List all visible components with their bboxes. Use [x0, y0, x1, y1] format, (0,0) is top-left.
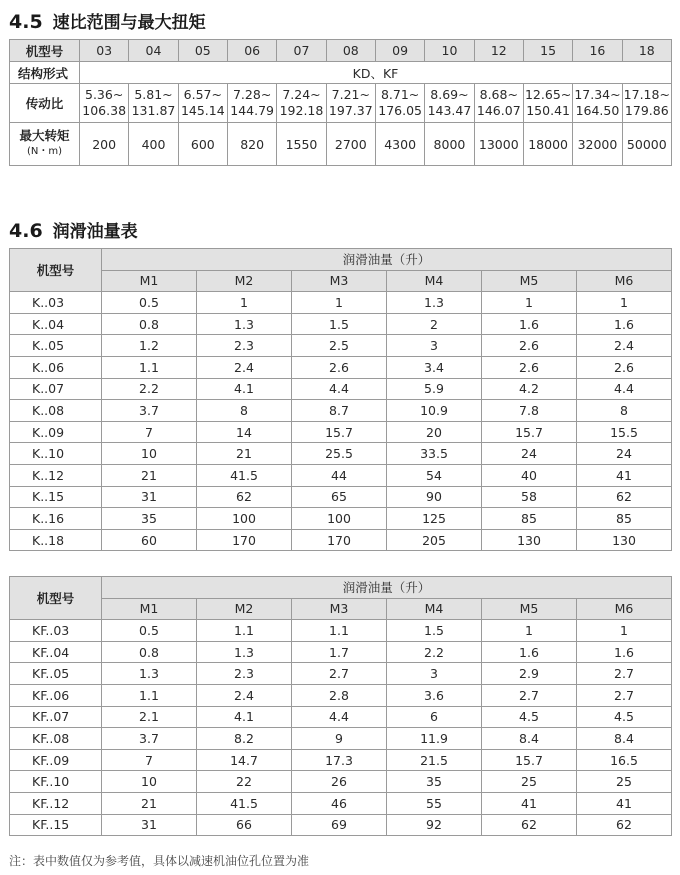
oil-volume-cell: 8	[577, 400, 672, 422]
oil-volume-cell: 1.1	[292, 620, 387, 642]
ratio-max: 179.86	[624, 103, 669, 118]
model-header-cell: 12	[474, 40, 523, 62]
ratio-max: 143.47	[427, 103, 472, 118]
oil-volume-cell: 0.8	[102, 313, 197, 335]
oil-volume-cell: 24	[482, 443, 577, 465]
oil-volume-cell: 31	[102, 814, 197, 836]
ratio-torque-table	[9, 39, 672, 166]
oil-volume-cell: 4.1	[197, 706, 292, 728]
oil-volume-cell: 6	[387, 706, 482, 728]
oil-volume-cell: 41.5	[197, 792, 292, 814]
model-cell: K..05	[10, 335, 102, 357]
oil-volume-cell: 125	[387, 508, 482, 530]
oil-volume-cell: 170	[197, 529, 292, 551]
ratio-min: 7.28~	[232, 87, 272, 102]
oil-volume-cell: 3	[387, 663, 482, 685]
ratio-min: 17.34~	[574, 87, 621, 102]
torque-cell: 600	[178, 123, 227, 166]
oil-volume-cell: 92	[387, 814, 482, 836]
oil-volume-cell: 1.3	[387, 292, 482, 314]
ratio-max: 164.50	[575, 103, 620, 118]
oil-volume-cell: 14.7	[197, 749, 292, 771]
table-row	[10, 313, 672, 335]
oil-volume-cell: 15.5	[577, 421, 672, 443]
table-row	[10, 529, 672, 551]
oil-volume-cell: 1.6	[482, 313, 577, 335]
mounting-columns-row	[10, 270, 672, 292]
structure-label: 结构形式	[10, 62, 80, 84]
section-number: 4.5	[9, 11, 43, 33]
oil-volume-cell: 41	[577, 464, 672, 486]
table-row	[10, 684, 672, 706]
model-cell: K..07	[10, 378, 102, 400]
model-cell: KF..10	[10, 771, 102, 793]
table-row	[10, 641, 672, 663]
oil-volume-cell: 8	[197, 400, 292, 422]
ratio-min: 8.71~	[380, 87, 420, 102]
oil-volume-cell: 54	[387, 464, 482, 486]
torque-unit: (N・m)	[26, 146, 63, 157]
ratio-min: 5.81~	[134, 87, 173, 102]
model-cell: KF..15	[10, 814, 102, 836]
oil-volume-cell: 3.4	[387, 356, 482, 378]
oil-volume-cell: 2.3	[197, 663, 292, 685]
oil-volume-cell: 21	[197, 443, 292, 465]
oil-volume-cell: 85	[482, 508, 577, 530]
model-cell: K..16	[10, 508, 102, 530]
oil-volume-cell: 1.3	[197, 313, 292, 335]
oil-volume-cell: 44	[292, 464, 387, 486]
model-cell: KF..05	[10, 663, 102, 685]
oil-volume-cell: 205	[387, 529, 482, 551]
table-row	[10, 728, 672, 750]
oil-volume-cell: 40	[482, 464, 577, 486]
oil-volume-cell: 9	[292, 728, 387, 750]
torque-cell: 32000	[573, 123, 622, 166]
oil-volume-cell: 2.2	[387, 641, 482, 663]
oil-volume-cell: 3.7	[102, 728, 197, 750]
oil-volume-cell: 26	[292, 771, 387, 793]
oil-volume-cell: 1.5	[292, 313, 387, 335]
model-cell: K..06	[10, 356, 102, 378]
oil-volume-cell: 15.7	[482, 421, 577, 443]
oil-volume-cell: 35	[387, 771, 482, 793]
oil-volume-cell: 1.6	[482, 641, 577, 663]
model-cell: K..04	[10, 313, 102, 335]
torque-cell: 13000	[474, 123, 523, 166]
ratio-label: 传动比	[10, 84, 80, 123]
oil-volume-cell: 2.6	[482, 335, 577, 357]
structure-value: KD、KF	[80, 62, 672, 84]
ratio-cell	[573, 84, 622, 123]
torque-label-cell	[10, 123, 80, 166]
oil-volume-cell: 65	[292, 486, 387, 508]
oil-volume-cell: 1	[482, 620, 577, 642]
model-header-label: 机型号	[10, 40, 80, 62]
oil-volume-cell: 7	[102, 421, 197, 443]
oil-volume-cell: 5.9	[387, 378, 482, 400]
ratio-cell	[178, 84, 227, 123]
oil-volume-cell: 1.3	[197, 641, 292, 663]
oil-volume-cell: 4.4	[292, 706, 387, 728]
oil-volume-cell: 2.5	[292, 335, 387, 357]
oil-volume-cell: 8.7	[292, 400, 387, 422]
model-column-header: 机型号	[10, 249, 102, 292]
oil-volume-cell: 2.6	[482, 356, 577, 378]
model-header-cell: 06	[227, 40, 276, 62]
oil-volume-cell: 4.5	[577, 706, 672, 728]
oil-volume-cell: 21	[102, 792, 197, 814]
ratio-max: 131.87	[131, 103, 176, 118]
group-header-row	[10, 249, 672, 271]
oil-volume-cell: 8.4	[482, 728, 577, 750]
ratio-min: 7.24~	[282, 87, 321, 102]
oil-volume-cell: 20	[387, 421, 482, 443]
oil-volume-cell: 100	[292, 508, 387, 530]
model-header-cell: 04	[129, 40, 178, 62]
mounting-position-header: M6	[577, 598, 672, 620]
model-cell: K..03	[10, 292, 102, 314]
oil-volume-cell: 4.4	[292, 378, 387, 400]
model-header-cell: 10	[425, 40, 474, 62]
oil-volume-cell: 1.2	[102, 335, 197, 357]
oil-volume-cell: 8.2	[197, 728, 292, 750]
table-row	[10, 335, 672, 357]
oil-volume-cell: 4.5	[482, 706, 577, 728]
oil-volume-cell: 46	[292, 792, 387, 814]
ratio-max: 197.37	[328, 103, 373, 118]
ratio-cell	[277, 84, 326, 123]
ratio-cell	[622, 84, 671, 123]
oil-volume-cell: 11.9	[387, 728, 482, 750]
table-row	[10, 663, 672, 685]
ratio-cell	[326, 84, 375, 123]
oil-volume-cell: 55	[387, 792, 482, 814]
mounting-position-header: M6	[577, 270, 672, 292]
oil-volume-cell: 14	[197, 421, 292, 443]
oil-volume-cell: 1.7	[292, 641, 387, 663]
oil-volume-cell: 4.2	[482, 378, 577, 400]
oil-volume-cell: 41	[482, 792, 577, 814]
model-cell: KF..06	[10, 684, 102, 706]
oil-volume-cell: 7	[102, 749, 197, 771]
table-row	[10, 486, 672, 508]
section-number: 4.6	[9, 220, 43, 242]
oil-volume-cell: 1.3	[102, 663, 197, 685]
oil-volume-cell: 1	[577, 292, 672, 314]
torque-cell: 820	[227, 123, 276, 166]
oil-volume-cell: 2.8	[292, 684, 387, 706]
footnote: 注：表中数值仅为参考值，具体以减速机油位孔位置为准	[9, 854, 310, 868]
oil-volume-cell: 2.4	[197, 356, 292, 378]
oil-volume-cell: 69	[292, 814, 387, 836]
ratio-min: 6.57~	[183, 87, 222, 102]
group-header-row	[10, 577, 672, 599]
mounting-position-header: M2	[197, 270, 292, 292]
section-title-4-6	[9, 217, 138, 242]
ratio-cell	[425, 84, 474, 123]
table-row	[10, 792, 672, 814]
oil-volume-cell: 62	[197, 486, 292, 508]
oil-volume-cell: 3.6	[387, 684, 482, 706]
model-cell: KF..09	[10, 749, 102, 771]
oil-quantity-header: 润滑油量（升）	[102, 249, 672, 271]
mounting-position-header: M4	[387, 598, 482, 620]
section-heading: 速比范围与最大扭矩	[52, 13, 206, 33]
mounting-position-header: M1	[102, 270, 197, 292]
model-header-cell: 16	[573, 40, 622, 62]
model-column-header: 机型号	[10, 577, 102, 620]
table-row	[10, 464, 672, 486]
mounting-position-header: M2	[197, 598, 292, 620]
oil-volume-cell: 62	[577, 814, 672, 836]
oil-volume-cell: 10.9	[387, 400, 482, 422]
oil-quantity-header: 润滑油量（升）	[102, 577, 672, 599]
ratio-max: 146.07	[476, 103, 521, 118]
oil-volume-cell: 1.5	[387, 620, 482, 642]
torque-cell: 2700	[326, 123, 375, 166]
mounting-position-header: M1	[102, 598, 197, 620]
oil-volume-cell: 62	[577, 486, 672, 508]
oil-volume-cell: 1	[292, 292, 387, 314]
oil-volume-cell: 170	[292, 529, 387, 551]
oil-volume-cell: 3.7	[102, 400, 197, 422]
torque-cell: 1550	[277, 123, 326, 166]
model-header-row	[10, 40, 672, 62]
oil-volume-cell: 2.3	[197, 335, 292, 357]
mounting-position-header: M3	[292, 598, 387, 620]
model-cell: KF..03	[10, 620, 102, 642]
oil-volume-cell: 0.5	[102, 620, 197, 642]
mounting-position-header: M5	[482, 270, 577, 292]
structure-row	[10, 62, 672, 84]
model-cell: KF..04	[10, 641, 102, 663]
model-header-cell: 07	[277, 40, 326, 62]
oil-volume-cell: 2.6	[292, 356, 387, 378]
ratio-min: 7.21~	[331, 87, 370, 102]
oil-volume-cell: 1	[197, 292, 292, 314]
ratio-max: 106.38	[82, 103, 127, 118]
oil-volume-cell: 2.6	[577, 356, 672, 378]
oil-volume-cell: 21	[102, 464, 197, 486]
mounting-columns-row	[10, 598, 672, 620]
table-row	[10, 400, 672, 422]
table-row	[10, 706, 672, 728]
ratio-min: 5.36~	[85, 87, 124, 102]
torque-cell: 400	[129, 123, 178, 166]
oil-volume-cell: 60	[102, 529, 197, 551]
model-cell: K..12	[10, 464, 102, 486]
oil-volume-cell: 1.1	[197, 620, 292, 642]
ratio-min: 8.69~	[430, 87, 469, 102]
oil-volume-cell: 10	[102, 443, 197, 465]
kf-lubrication-table	[9, 576, 672, 836]
oil-volume-cell: 4.4	[577, 378, 672, 400]
oil-volume-cell: 130	[577, 529, 672, 551]
ratio-cell	[129, 84, 178, 123]
oil-volume-cell: 17.3	[292, 749, 387, 771]
oil-volume-cell: 41.5	[197, 464, 292, 486]
oil-volume-cell: 1.6	[577, 641, 672, 663]
oil-volume-cell: 1	[577, 620, 672, 642]
mounting-position-header: M4	[387, 270, 482, 292]
table-row	[10, 443, 672, 465]
oil-volume-cell: 22	[197, 771, 292, 793]
model-cell: K..09	[10, 421, 102, 443]
table-row	[10, 814, 672, 836]
k-lubrication-table	[9, 248, 672, 551]
oil-volume-cell: 2.7	[577, 663, 672, 685]
model-cell: K..15	[10, 486, 102, 508]
oil-volume-cell: 8.4	[577, 728, 672, 750]
ratio-cell	[227, 84, 276, 123]
ratio-min: 8.68~	[479, 87, 518, 102]
oil-volume-cell: 58	[482, 486, 577, 508]
model-header-cell: 15	[523, 40, 572, 62]
model-cell: KF..12	[10, 792, 102, 814]
model-cell: KF..08	[10, 728, 102, 750]
mounting-position-header: M3	[292, 270, 387, 292]
oil-volume-cell: 25	[482, 771, 577, 793]
section-title-4-5	[9, 8, 206, 33]
oil-volume-cell: 1.1	[102, 684, 197, 706]
oil-volume-cell: 10	[102, 771, 197, 793]
oil-volume-cell: 4.1	[197, 378, 292, 400]
table-row	[10, 356, 672, 378]
oil-volume-cell: 90	[387, 486, 482, 508]
torque-cell: 8000	[425, 123, 474, 166]
ratio-cell	[80, 84, 129, 123]
ratio-cell	[523, 84, 572, 123]
table-row	[10, 771, 672, 793]
oil-volume-cell: 1.6	[577, 313, 672, 335]
model-header-cell: 08	[326, 40, 375, 62]
ratio-cell	[474, 84, 523, 123]
oil-volume-cell: 62	[482, 814, 577, 836]
oil-volume-cell: 33.5	[387, 443, 482, 465]
ratio-max: 176.05	[378, 103, 422, 118]
torque-label: 最大转矩	[19, 128, 70, 143]
ratio-cell	[375, 84, 424, 123]
oil-volume-cell: 2.9	[482, 663, 577, 685]
oil-volume-cell: 41	[577, 792, 672, 814]
oil-volume-cell: 15.7	[292, 421, 387, 443]
ratio-max: 145.14	[180, 103, 225, 118]
oil-volume-cell: 15.7	[482, 749, 577, 771]
oil-volume-cell: 66	[197, 814, 292, 836]
model-cell: K..10	[10, 443, 102, 465]
oil-volume-cell: 3	[387, 335, 482, 357]
oil-volume-cell: 2.7	[292, 663, 387, 685]
oil-volume-cell: 31	[102, 486, 197, 508]
oil-volume-cell: 2	[387, 313, 482, 335]
ratio-max: 144.79	[230, 103, 275, 118]
table-row	[10, 749, 672, 771]
oil-volume-cell: 0.8	[102, 641, 197, 663]
oil-volume-cell: 2.7	[577, 684, 672, 706]
torque-cell: 50000	[622, 123, 671, 166]
oil-volume-cell: 1	[482, 292, 577, 314]
oil-volume-cell: 35	[102, 508, 197, 530]
oil-volume-cell: 85	[577, 508, 672, 530]
oil-volume-cell: 2.7	[482, 684, 577, 706]
torque-cell: 200	[80, 123, 129, 166]
oil-volume-cell: 1.1	[102, 356, 197, 378]
oil-volume-cell: 100	[197, 508, 292, 530]
section-heading: 润滑油量表	[52, 222, 138, 242]
model-cell: KF..07	[10, 706, 102, 728]
model-cell: K..08	[10, 400, 102, 422]
table-row	[10, 508, 672, 530]
ratio-row	[10, 84, 672, 123]
torque-cell: 18000	[523, 123, 572, 166]
model-header-cell: 18	[622, 40, 671, 62]
oil-volume-cell: 2.2	[102, 378, 197, 400]
table-row	[10, 620, 672, 642]
oil-volume-cell: 0.5	[102, 292, 197, 314]
table-row	[10, 292, 672, 314]
oil-volume-cell: 24	[577, 443, 672, 465]
torque-row	[10, 123, 672, 166]
torque-cell: 4300	[375, 123, 424, 166]
oil-volume-cell: 25.5	[292, 443, 387, 465]
ratio-min: 12.65~	[524, 87, 572, 102]
table-row	[10, 421, 672, 443]
table-row	[10, 378, 672, 400]
ratio-max: 150.41	[526, 103, 570, 118]
model-header-cell: 05	[178, 40, 227, 62]
model-cell: K..18	[10, 529, 102, 551]
oil-volume-cell: 2.4	[197, 684, 292, 706]
oil-volume-cell: 21.5	[387, 749, 482, 771]
model-header-cell: 03	[80, 40, 129, 62]
model-header-cell: 09	[375, 40, 424, 62]
oil-volume-cell: 16.5	[577, 749, 672, 771]
mounting-position-header: M5	[482, 598, 577, 620]
oil-volume-cell: 2.1	[102, 706, 197, 728]
ratio-max: 192.18	[279, 103, 324, 118]
ratio-min: 17.18~	[623, 87, 670, 102]
oil-volume-cell: 25	[577, 771, 672, 793]
oil-volume-cell: 7.8	[482, 400, 577, 422]
oil-volume-cell: 2.4	[577, 335, 672, 357]
oil-volume-cell: 130	[482, 529, 577, 551]
